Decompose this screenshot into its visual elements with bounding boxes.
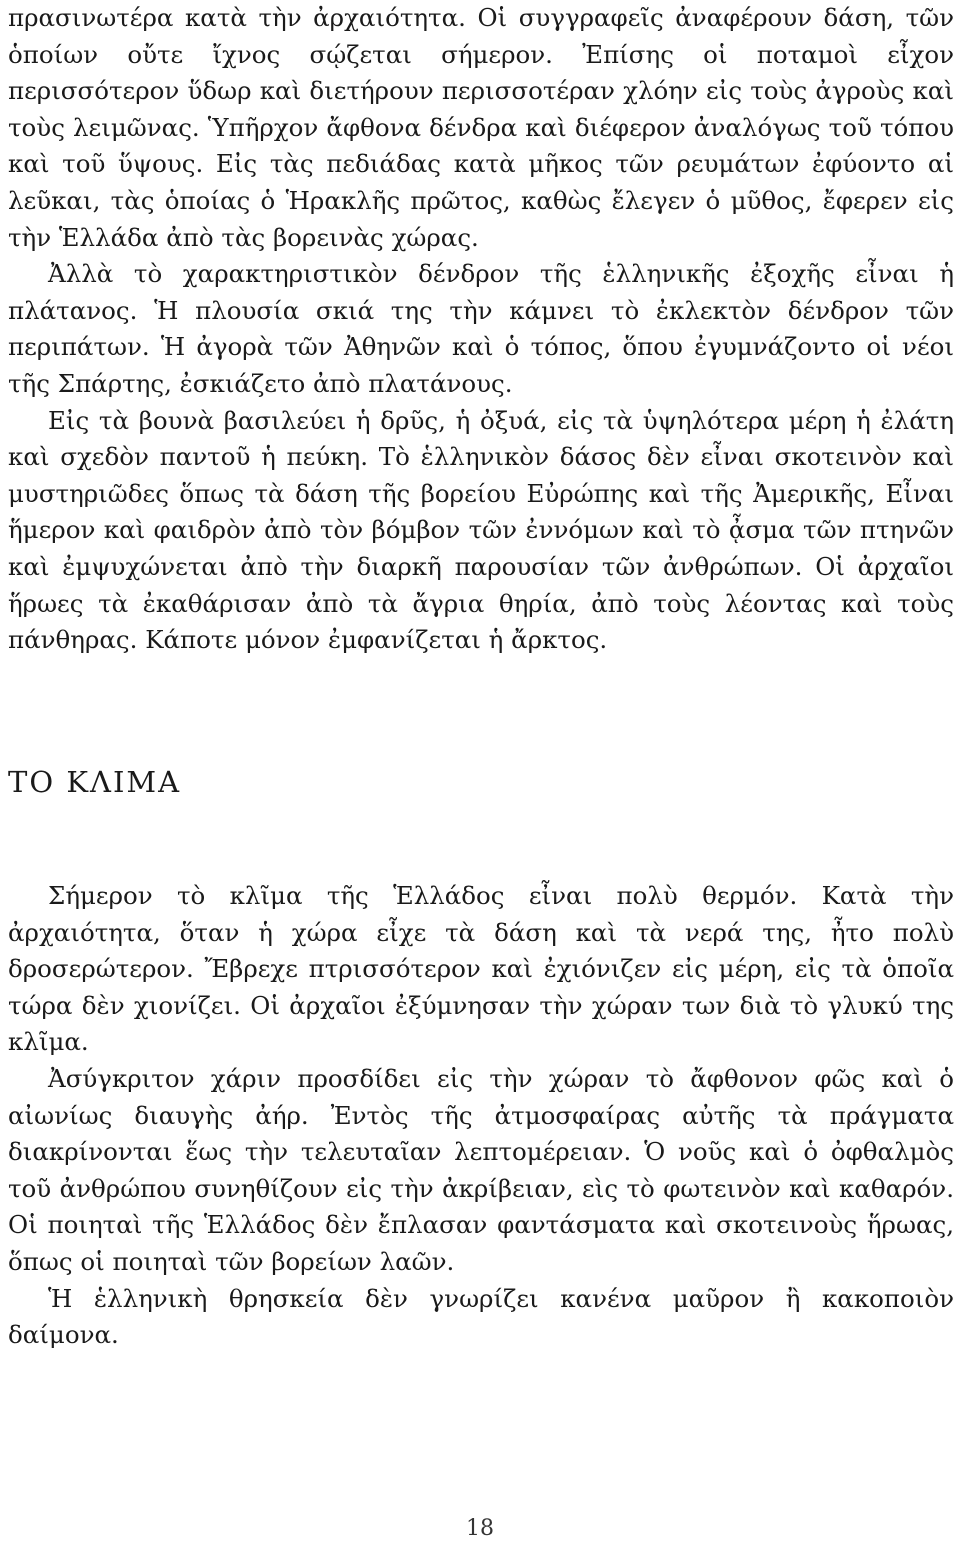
paragraph: Εἰς τὰ βουνὰ βασιλεύει ἡ δρῦς, ἡ ὀξυά, εἰς τὰ ὑψηλότερα μέρη ἡ ἐλάτη καὶ σχεδὸν παντοῦ ἡ πεύκη. Τὸ ἑλληνικὸν δάσος δὲν εἶναι σκοτεινὸν καὶ μυστηριῶδες ὅπως τὰ δάση τῆς βορείου Εὐρώπης καὶ τῆς Ἀμερικῆς, Εἶναι ἥμερον καὶ φαιδρὸν ἀπὸ τὸν βόμβον τῶν ἐννόμων καὶ τὸ ᾆσμα τῶν πτηνῶν καὶ ἐμψυχώνεται ἀπὸ τὴν διαρκῆ παρουσίαν τῶν ἀνθρώπων. Οἱ ἀρχαῖοι ἥρωες τὰ ἐκαθάρισαν ἀπὸ τὰ ἄγρια θηρία, ἀπὸ τοὺς λέοντας καὶ τοὺς πάνθηρας. Κάποτε μόνον ἐμφανίζεται ἡ ἄρκτος. [8, 405, 954, 655]
section-heading: ΤΟ ΚΛΙΜΑ [8, 765, 182, 799]
paragraph: Σήμερον τὸ κλῖμα τῆς Ἑλλάδος εἶναι πολὺ θερμόν. Κατὰ τὴν ἀρχαιότητα, ὅταν ἡ χώρα εἶχε τὰ δάση καὶ τὰ νερά της, ἦτο πολὺ δροσερώτερον. Ἔβρεχε πτρισσότερον καὶ ἐχιόνιζεν εἰς μέρη, εἰς τὰ ὁποῖα τώρα δὲν χιονίζει. Οἱ ἀρχαῖοι ἐξύμνησαν τὴν χώραν των διὰ τὸ γλυκύ της κλῖμα. [8, 881, 954, 1057]
page-number: 18 [466, 1516, 494, 1541]
section-climate [8, 878, 954, 1354]
paragraph: Ἀλλὰ τὸ χαρακτηριστικὸν δένδρον τῆς ἑλληνικῆς ἐξοχῆς εἶναι ἡ πλάτανος. Ἡ πλουσία σκιά της τὴν κάμνει τὸ ἐκλεκτὸν δένδρον τῶν περιπάτων. Ἡ ἀγορὰ τῶν Ἀθηνῶν καὶ ὁ τόπος, ὅπου ἐγυμνάζοντο οἱ νέοι τῆς Σπάρτης, ἐσκιάζετο ἀπὸ πλατάνους. [8, 259, 954, 398]
paragraph: Ἀσύγκριτον χάριν προσδίδει εἰς τὴν χώραν τὸ ἄφθονον φῶς καὶ ὁ αἰωνίως διαυγὴς ἀήρ. Ἐντὸς τῆς ἀτμοσφαίρας αὐτῆς τὰ πράγματα διακρίνονται ἕως τὴν τελευταῖαν λεπτομέρειαν. Ὁ νοῦς καὶ ὁ ὀφθαλμὸς τοῦ ἀνθρώπου συνηθίζουν εἰς τὴν ἀκρίβειαν, εὶς τὸ φωτεινὸν καὶ καθαρόν. Οἱ ποιηταὶ τῆς Ἑλλάδος δὲν ἔπλασαν φαντάσματα καὶ σκοτεινοὺς ἥρωας, ὅπως οἱ ποιηταὶ τῶν βορείων λαῶν. [8, 1063, 954, 1276]
paragraph: πρασινωτέρα κατὰ τὴν ἀρχαιότητα. Οἱ συγγραφεῖς ἀναφέρουν δάση, τῶν ὁποίων οὔτε ἴχνος σῴζεται σήμερον. Ἐπίσης οἱ ποταμοὶ εἶχον περισσότερον ὕδωρ καὶ διετήρουν περισσοτέραν χλόην εἰς τοὺς ἀγροὺς καὶ τοὺς λειμῶνας. Ὑπῆρχον ἄφθονα δένδρα καὶ διέφερον ἀναλόγως τοῦ τόπου καὶ τοῦ ὕψους. Εἰς τὰς πεδιάδας κατὰ μῆκος τῶν ρευμάτων ἐφύοντο αἱ λεῦκαι, τὰς ὁποίας ὁ Ἡρακλῆς πρῶτος, καθὼς ἔλεγεν ὁ μῦθος, ἔφερεν εἰς τὴν Ἑλλάδα ἀπὸ τὰς βορεινὰς χώρας. [8, 3, 954, 252]
paragraph: Ἡ ἑλληνικὴ θρησκεία δὲν γνωρίζει κανένα μαῦρον ἢ κακοποιὸν δαίμονα. [8, 1283, 954, 1350]
section-landscape [8, 0, 954, 659]
